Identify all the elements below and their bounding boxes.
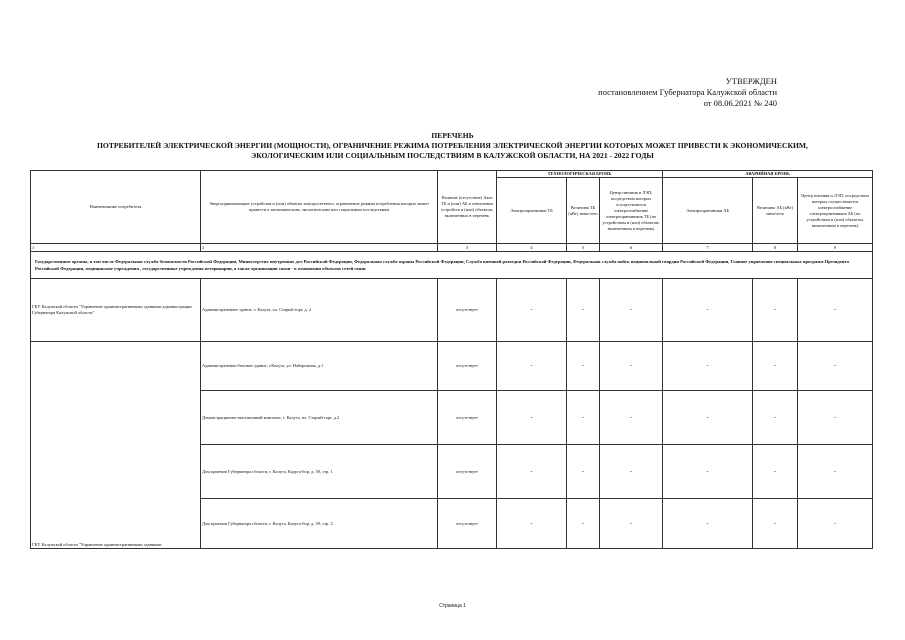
dash-cell: -	[600, 342, 663, 391]
column-number: 1	[31, 244, 201, 252]
consumer-name: ГКУ Калужской области "Управление административными зданиями администрации Губернатора Калужской области"	[31, 279, 201, 342]
dash-cell: -	[753, 499, 798, 549]
dash-cell: -	[567, 342, 600, 391]
column-number: 6	[600, 244, 663, 252]
title-line-2: ПОТРЕБИТЕЛЕЙ ЭЛЕКТРИЧЕСКОЙ ЭНЕРГИИ (МОЩНОСТИ), ОГРАНИЧЕНИЕ РЕЖИМА ПОТРЕБЛЕНИЯ ЭЛЕКТРИЧЕСКОЙ ЭНЕРГИИ КОТОРЫХ МОЖЕТ ПРИВЕСТИ К ЭКОНОМИЧЕСКИМ,	[97, 141, 808, 150]
dash-cell: -	[753, 342, 798, 391]
dash-cell: -	[497, 391, 567, 445]
object-name: Дом приемов Губернатора области, г. Калуга, Кадуга-бор, д. 39, стр. 1	[201, 445, 438, 499]
dash-cell: -	[663, 391, 753, 445]
dash-cell: -	[567, 445, 600, 499]
dash-cell: -	[600, 391, 663, 445]
header-em-center: Центр питания и ЛЭП, посредством которых осуществляется электроснабжение электроприемников АБ (по устройствам и (или) объектам, включенным в перечень)	[798, 178, 873, 244]
header-em-receivers: Электроприемники АБ	[663, 178, 753, 244]
title-line-1: ПЕРЕЧЕНЬ	[431, 131, 474, 140]
page-number: Страница 1	[439, 603, 466, 609]
column-number: 3	[438, 244, 497, 252]
dash-cell: -	[497, 445, 567, 499]
header-tech-value: Величина ТБ (кВт) зима/лето	[567, 178, 600, 244]
object-name: Административно-бытовое здание, г.Калуга, ул. Набережная, д.1	[201, 342, 438, 391]
column-number: 9	[798, 244, 873, 252]
header-tech-center: Центр питания и ЛЭП, посредством которых осуществляется электроснабжение электроприемников ТБ (по устройствам и (или) объектам, включенным в перечень)	[600, 178, 663, 244]
table-row	[31, 342, 873, 391]
dash-cell: -	[663, 445, 753, 499]
dash-cell: -	[798, 279, 873, 342]
dash-cell: -	[798, 445, 873, 499]
consumers-table	[30, 170, 873, 549]
dash-cell: -	[567, 279, 600, 342]
column-number: 8	[753, 244, 798, 252]
approval-block	[598, 76, 777, 109]
section-header: Государственные органы, в том числе Федеральная служба безопасности Российской Федерации, Министерство внутренних дел Российской Федерации, Федеральная служба охраны Российской Федерации, Служба внешней разведки Российской Федерации, Федеральная служба войск национальной гвардии Российской Федерации, Главное управление специальных программ Президента Российской Федерации, медицинские учреждения , государственные учреждения ветеринарии, а также организации связи - в отношении объектов сетей связи	[31, 252, 873, 279]
approval-line-2: постановлением Губернатора Калужской области	[598, 87, 777, 97]
approval-line-3: от 08.06.2021 № 240	[703, 98, 777, 108]
column-number: 2	[201, 244, 438, 252]
header-devices: Энергопринимающие устройства и (или) объекты электросетевого, ограничение режима потребления которых может привести к экономическим, экологическим или социальным последствиям	[201, 171, 438, 244]
header-tech-group: ТЕХНОЛОГИЧЕСКАЯ БРОНЬ	[497, 171, 663, 178]
object-name: Дом приемов Губернатора области, г. Калуга, Калуга-бор, д. 39, стр. 2	[201, 499, 438, 549]
dash-cell: -	[798, 391, 873, 445]
column-number: 7	[663, 244, 753, 252]
dash-cell: -	[600, 499, 663, 549]
header-tech-receivers: Электроприемники ТБ	[497, 178, 567, 244]
column-numbers-row	[31, 244, 873, 252]
presence-cell: отсутствует	[438, 391, 497, 445]
header-name: Наименование потребителя	[31, 171, 201, 244]
dash-cell: -	[567, 391, 600, 445]
dash-cell: -	[753, 279, 798, 342]
header-emergency-group: АВАРИЙНАЯ БРОНЬ	[663, 171, 873, 178]
dash-cell: -	[798, 342, 873, 391]
document-title	[40, 131, 865, 161]
dash-cell: -	[567, 499, 600, 549]
object-name: Демонстрационно-выставочный комплекс, г. Калуга, пл. Старый торг, д.2	[201, 391, 438, 445]
dash-cell: -	[663, 342, 753, 391]
approval-line-1: УТВЕРЖДЕН	[725, 76, 777, 86]
dash-cell: -	[753, 445, 798, 499]
object-name: Административное здание, г. Калуга, пл. Старый торг, д. 2	[201, 279, 438, 342]
table-row	[31, 279, 873, 342]
header-em-value: Величина АБ (кВт) зима/лето	[753, 178, 798, 244]
dash-cell: -	[600, 279, 663, 342]
dash-cell: -	[663, 279, 753, 342]
presence-cell: отсутствует	[438, 342, 497, 391]
column-number: 5	[567, 244, 600, 252]
presence-cell: отсутствует	[438, 499, 497, 549]
dash-cell: -	[497, 342, 567, 391]
dash-cell: -	[497, 279, 567, 342]
header-presence: Наличие (отсутствие) Акта ТБ и (или) АБ в отношении устройств и (или) объектов, включенных в перечень	[438, 171, 497, 244]
title-line-3: ЭКОЛОГИЧЕСКИМ ИЛИ СОЦИАЛЬНЫМ ПОСЛЕДСТВИЯМ В КАЛУЖСКОЙ ОБЛАСТИ, НА 2021 - 2022 ГОДЫ	[251, 151, 654, 160]
column-number: 4	[497, 244, 567, 252]
dash-cell: -	[497, 499, 567, 549]
dash-cell: -	[600, 445, 663, 499]
dash-cell: -	[753, 391, 798, 445]
presence-cell: отсутствует	[438, 279, 497, 342]
dash-cell: -	[663, 499, 753, 549]
presence-cell: отсутствует	[438, 445, 497, 499]
consumer-name: ГКУ Калужской области "Управление административными зданиями	[31, 342, 201, 549]
dash-cell: -	[798, 499, 873, 549]
